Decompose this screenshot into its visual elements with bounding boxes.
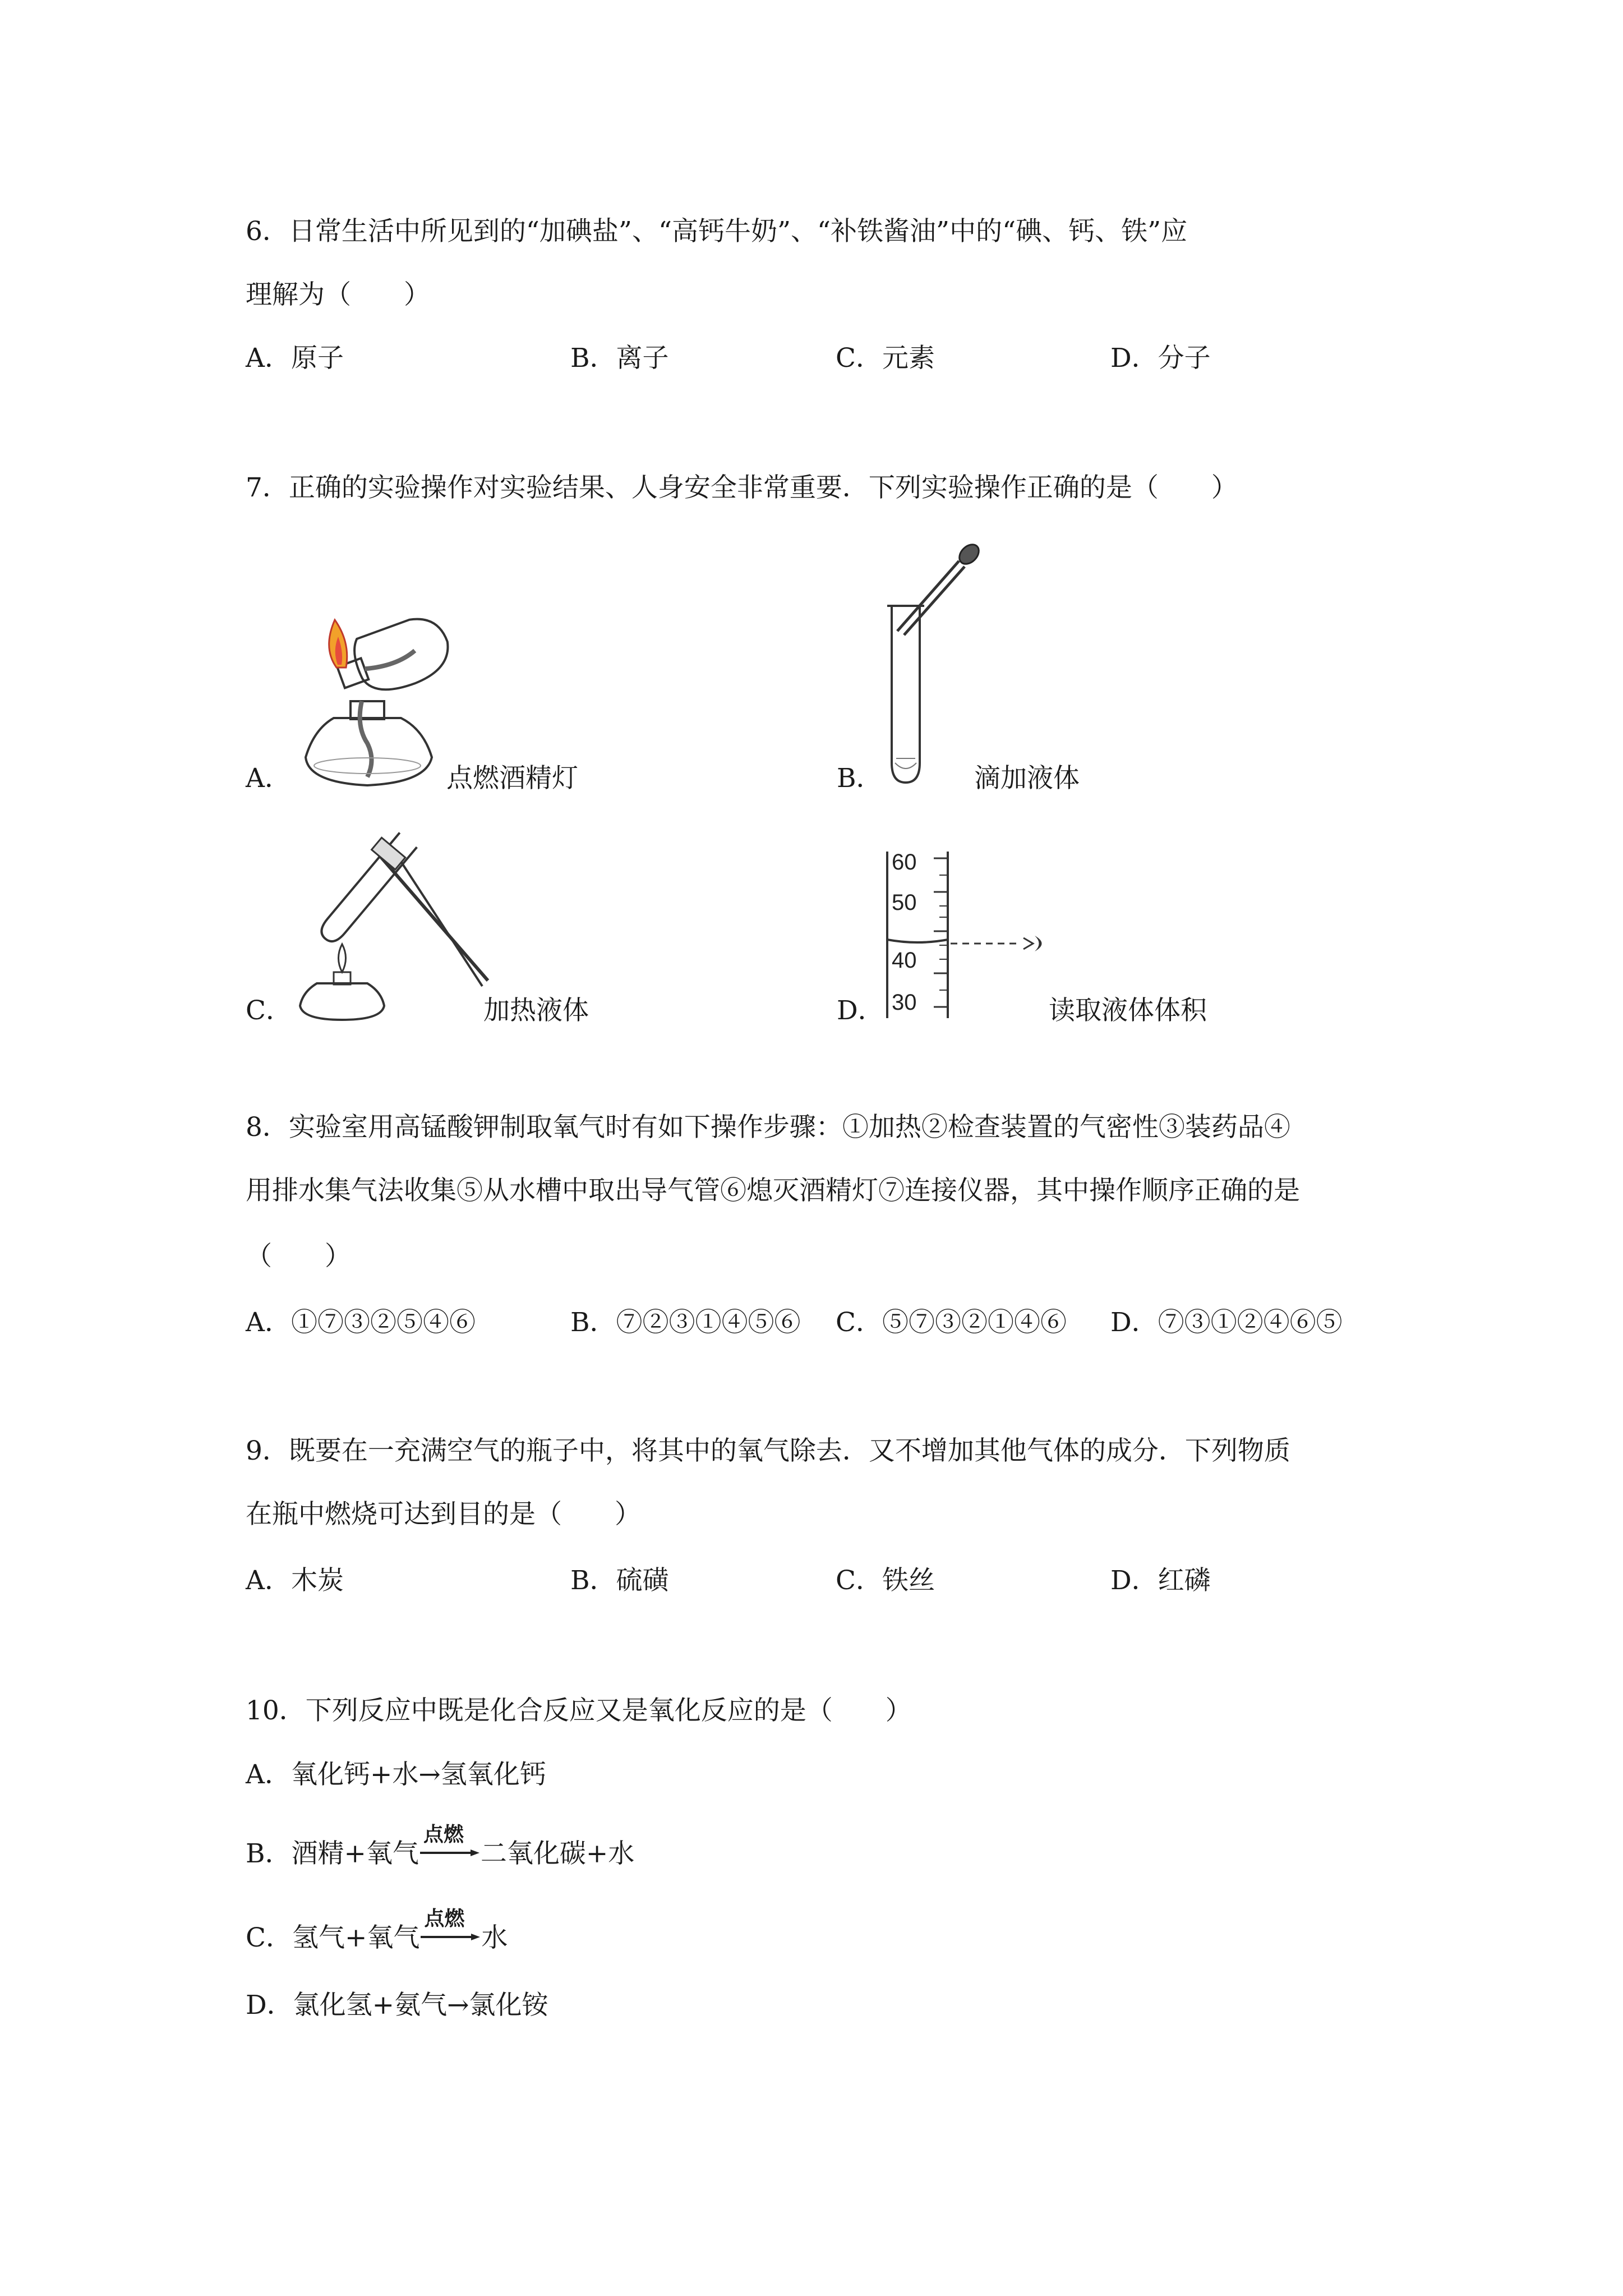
q6-option-c: C．元素 xyxy=(836,343,935,374)
q9-option-a: A．木炭 xyxy=(246,1565,344,1596)
q10-option-a: A．氧化钙+水→氢氧化钙 xyxy=(246,1759,546,1790)
q7-option-b-letter: B． xyxy=(837,763,883,794)
q6-option-b: B．离子 xyxy=(570,343,669,374)
alcohol-lamp-lighting-figure xyxy=(283,609,463,794)
q8-stem-line2: 用排水集气法收集⑤从水槽中取出导气管⑥熄灭酒精灯⑦连接仪器，其中操作顺序正确的是 xyxy=(246,1175,1300,1206)
q6-option-d: D．分子 xyxy=(1110,343,1211,374)
q10-option-b xyxy=(246,1823,635,1871)
dropper-test-tube-figure xyxy=(875,539,993,791)
q10-option-d: D．氯化氢+氨气→氯化铵 xyxy=(246,1990,548,2021)
reaction-condition-arrow xyxy=(419,1823,481,1871)
q7-option-b-caption: 滴加液体 xyxy=(974,763,1080,794)
q10-option-c-products: 水 xyxy=(481,1922,508,1953)
arrow-icon xyxy=(419,1934,481,1945)
q6-stem-line1: 6．日常生活中所见到的“加碘盐”、“高钙牛奶”、“补铁酱油”中的“碘、钙、铁”应 xyxy=(246,216,1188,247)
q10-option-c xyxy=(246,1907,508,1955)
q9-stem-line1: 9．既要在一充满空气的瓶子中，将其中的氧气除去．又不增加其他气体的成分．下列物质 xyxy=(246,1435,1290,1466)
q7-option-a-caption: 点燃酒精灯 xyxy=(446,763,578,794)
q10-stem: 10．下列反应中既是化合反应又是氧化反应的是（ ） xyxy=(246,1695,912,1726)
q6-stem-line2: 理解为（ ） xyxy=(246,279,430,310)
q8-stem-line1: 8．实验室用高锰酸钾制取氧气时有如下操作步骤：①加热②检查装置的气密性③装药品④ xyxy=(246,1112,1290,1143)
q8-option-a: A．①⑦③②⑤④⑥ xyxy=(246,1307,476,1338)
cylinder-tick-60: 60 xyxy=(892,850,917,875)
q7-option-c-letter: C． xyxy=(246,995,292,1026)
heating-liquid-figure xyxy=(289,823,491,1023)
q7-option-d-letter: D． xyxy=(837,995,884,1026)
q6-option-a: A．原子 xyxy=(246,343,344,374)
q7-option-d-caption: 读取液体体积 xyxy=(1049,995,1207,1026)
q7-option-a-letter: A． xyxy=(246,763,291,794)
reaction-condition-label: 点燃 xyxy=(423,1823,464,1846)
q8-option-b: B．⑦②③①④⑤⑥ xyxy=(570,1307,801,1338)
q10-option-b-reactants: B．酒精+氧气 xyxy=(246,1838,419,1869)
q10-option-b-products: 二氧化碳+水 xyxy=(480,1838,635,1869)
q8-stem-line3: （ ） xyxy=(246,1241,351,1272)
q9-stem-line2: 在瓶中燃烧可达到目的是（ ） xyxy=(246,1499,641,1530)
cylinder-tick-30: 30 xyxy=(892,990,917,1015)
q9-option-c: C．铁丝 xyxy=(836,1565,935,1596)
q10-option-c-reactants: C．氢气+氧气 xyxy=(246,1922,420,1953)
graduated-cylinder-reading-figure xyxy=(880,847,1060,1021)
q8-option-d: D．⑦③①②④⑥⑤ xyxy=(1110,1307,1343,1338)
q8-option-c: C．⑤⑦③②①④⑥ xyxy=(836,1307,1067,1338)
q9-option-b: B．硫磺 xyxy=(570,1565,669,1596)
q7-option-c-caption: 加热液体 xyxy=(483,995,589,1026)
arrow-icon xyxy=(419,1849,481,1861)
q7-stem: 7．正确的实验操作对实验结果、人身安全非常重要．下列实验操作正确的是（ ） xyxy=(246,472,1238,503)
cylinder-tick-40: 40 xyxy=(892,948,917,973)
q9-option-d: D．红磷 xyxy=(1110,1565,1211,1596)
reaction-condition-label: 点燃 xyxy=(424,1907,465,1930)
reaction-condition-arrow xyxy=(419,1907,481,1955)
cylinder-tick-50: 50 xyxy=(892,890,917,915)
